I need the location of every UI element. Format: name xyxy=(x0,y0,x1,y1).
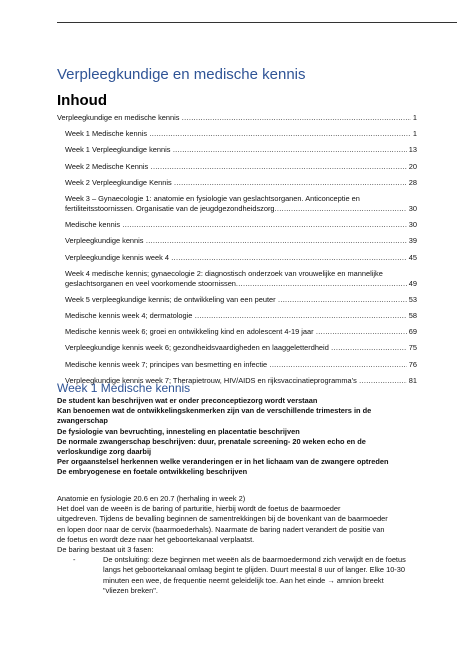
learning-goal-line: Kan benoemen wat de ontwikkelingskenmerken zijn van de verschillende trimesters in de xyxy=(57,406,372,416)
paragraph-line: De baring bestaat uit 3 fasen: xyxy=(57,545,154,555)
learning-goal-line: zwangerschap xyxy=(57,416,108,426)
body-text xyxy=(57,494,417,596)
toc-entry-text: Verpleegkundige kennis ..... xyxy=(65,236,407,246)
bullet-line: minuten een wee, de frequentie neemt geleidelijk toe. Aan het einde → amnion breekt xyxy=(103,575,384,585)
toc-entry-text: Medische kennis week 7; principes van besmetting en infectie ..... xyxy=(65,360,407,370)
learning-goal-line: De fysiologie van bevruchting, innesteling en placentatie beschrijven xyxy=(57,426,300,436)
toc-entry[interactable] xyxy=(57,311,417,321)
learning-goals xyxy=(57,396,417,478)
toc-entry[interactable] xyxy=(57,220,417,230)
bullet-line: "vliezen breken". xyxy=(103,585,158,595)
toc-entry[interactable] xyxy=(57,113,417,123)
toc-page-number: 20 xyxy=(408,161,417,171)
toc-entry[interactable] xyxy=(57,145,417,155)
toc-entry[interactable] xyxy=(57,129,417,139)
toc-entry[interactable] xyxy=(57,360,417,370)
document-title: Verpleegkundige en medische kennis xyxy=(57,66,306,83)
bullet-line: De ontsluiting: deze beginnen met weeën als de baarmoedermond zich verwijdt en de foetus xyxy=(103,555,406,565)
toc-entry[interactable] xyxy=(57,327,417,337)
toc-page-number: 53 xyxy=(408,294,417,304)
toc-entry[interactable] xyxy=(57,236,417,246)
bullet-line: langs het geboortekanaal omlaag begint te glijden. Duurt meestal 8 uur of langer. Elke 10-30 xyxy=(103,565,405,575)
paragraph-line: Het doel van de weeën is de baring of parturitie, hierbij wordt de foetus de baarmoeder xyxy=(57,504,341,514)
toc-entry-text: Verpleegkundige kennis week 7; Therapietrouw, HIV/AIDS en rijksvaccinatieprogramma’s ..... xyxy=(65,376,407,386)
toc-entry-text-line1: Week 3 – Gynaecologie 1: anatomie en fysiologie van geslachtsorganen. Anticonceptie en xyxy=(65,193,360,203)
toc-page-number: 13 xyxy=(408,145,417,155)
section-heading: Week 1 Medische kennis xyxy=(57,381,191,395)
toc-entry-text: Verpleegkundige kennis week 6; gezondheidsvaardigheden en laaggeletterdheid ..... xyxy=(65,343,407,353)
paragraph-line: uitgedreven. Tijdens de bevalling beginnen de samentrekkingen bij de bovenkant van de baarmoeder xyxy=(57,514,388,524)
toc-entry-text-line1: Week 4 medische kennis; gynaecologie 2: diagnostisch onderzoek van vrouwelijke en mannelijke xyxy=(65,268,383,278)
learning-goal-line: De embryogenese en foetale ontwikkeling beschrijven xyxy=(57,467,248,477)
toc-page-number: 81 xyxy=(408,375,417,385)
toc-page-number: 69 xyxy=(408,327,417,337)
toc-leader xyxy=(275,204,407,214)
toc-page-number: 58 xyxy=(408,311,417,321)
toc-heading: Inhoud xyxy=(57,92,107,109)
toc-entry-text: Verpleegkundige en medische kennis ..... xyxy=(57,113,411,123)
paragraph-line: en lopen door naar de cervix (baarmoederhals). Naarmate de baring nadert verandert de positie van xyxy=(57,524,385,534)
learning-goal-line: De student kan beschrijven wat er onder preconceptiezorg wordt verstaan xyxy=(57,396,318,405)
toc-leader xyxy=(236,279,407,289)
toc-page-number: 76 xyxy=(408,359,417,369)
toc-entry-text: Medische kennis ..... xyxy=(65,220,407,230)
toc-entry-text: Week 2 Verpleegkundige Kennis ..... xyxy=(65,178,407,188)
toc-page-number: 1 xyxy=(412,113,417,122)
toc-entry[interactable] xyxy=(57,194,417,214)
toc-entry-text: Week 2 Medische Kennis ..... xyxy=(65,162,407,172)
toc-page-number: 75 xyxy=(408,343,417,353)
paragraph xyxy=(57,504,417,555)
toc-entry-text: fertiliteitsstoornissen. Organisatie van de jeugdgezondheidszorg xyxy=(65,203,275,213)
toc-page-number: 28 xyxy=(408,177,417,187)
toc-entry[interactable] xyxy=(57,295,417,305)
toc-entry-text: Week 5 verpleegkundige kennis; de ontwikkeling van een peuter ..... xyxy=(65,295,407,305)
toc-entry[interactable] xyxy=(57,253,417,263)
toc-page-number: 30 xyxy=(408,203,417,213)
toc-entry-text: Medische kennis week 4; dermatologie ..... xyxy=(65,311,407,321)
toc-page-number: 39 xyxy=(408,236,417,246)
toc-entry-text: Week 1 Medische kennis ..... xyxy=(65,129,411,139)
toc-entry-text: Medische kennis week 6; groei en ontwikkeling kind en adolescent 4-19 jaar ..... xyxy=(65,327,407,337)
bullet-dash: - xyxy=(73,555,76,565)
learning-goal-line: verloskundige zorg daarbij xyxy=(57,447,152,457)
toc-entry[interactable] xyxy=(57,269,417,289)
toc-page-number: 30 xyxy=(408,220,417,230)
paragraph-line: de foetus en wordt deze naar het geboortekanaal verplaatst. xyxy=(57,534,255,544)
toc-entry-text: Week 1 Verpleegkundige kennis ..... xyxy=(65,145,407,155)
table-of-contents xyxy=(57,113,417,392)
toc-entry[interactable] xyxy=(57,343,417,353)
toc-entry-text: Verpleegkundige kennis week 4 ..... xyxy=(65,253,407,263)
toc-page-number: 49 xyxy=(408,278,417,288)
learning-goal-line: De normale zwangerschap beschrijven: duur, prenatale screening- 20 weken echo en de xyxy=(57,436,366,446)
bullet-item xyxy=(57,555,417,596)
toc-entry[interactable] xyxy=(57,162,417,172)
bullet-text xyxy=(93,555,417,596)
toc-entry-text: geslachtsorganen en veel voorkomende stoornissen xyxy=(65,278,236,288)
toc-entry[interactable] xyxy=(57,178,417,188)
toc-page-number: 45 xyxy=(408,252,417,262)
subheading: Anatomie en fysiologie 20.6 en 20.7 (herhaling in week 2) xyxy=(57,494,246,503)
learning-goal-line: Per orgaanstelsel herkennen welke veranderingen er in het lichaam van de zwangere optreden xyxy=(57,457,389,467)
toc-page-number: 1 xyxy=(412,129,417,139)
header-rule xyxy=(57,22,457,23)
